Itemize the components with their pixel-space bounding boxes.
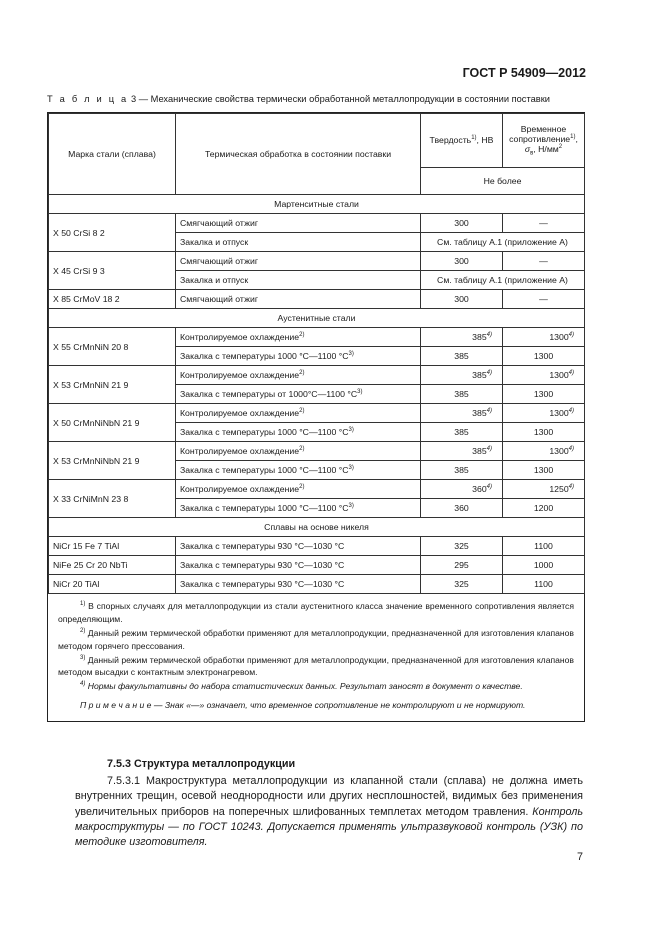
table-notes xyxy=(48,594,584,721)
footnote-2: $^{2)}$ Данный режим термической обработки применяют для металлопродукции, предназначенной для изготовления клапанов методом горячего прессования. xyxy=(58,627,574,651)
header-treatment: Термическая обработка в состоянии поставки xyxy=(176,114,421,195)
table-row: Закалка и отпуск См. таблицу А.1 (приложение А) xyxy=(49,233,585,252)
section-title: 7.5.3 Структура металлопродукции xyxy=(107,758,296,770)
table-row: Закалка с температуры 1000 °С—1100 $^\circ С^{3)}$ 385 1300 xyxy=(49,347,585,366)
section-martensitic: Мартенситные стали xyxy=(49,195,585,214)
table-row: X 50 CrMnNiNbN 21 9 Контролируемое охлаждение$^{2)}$ 385$^{4)}$ 1300$^{4)}$ xyxy=(49,404,585,423)
table-caption xyxy=(47,94,550,104)
header-hardness: Твердость$^{1)}$, НВ xyxy=(421,114,503,168)
header-strength: Временное сопротивление$^{1)}$, $\sigma_в$, $Н/мм^2$ xyxy=(503,114,585,168)
page-number: 7 xyxy=(576,851,583,863)
standard-number: ГОСТ Р 54909—2012 xyxy=(462,66,586,80)
section-austenitic: Аустенитные стали xyxy=(49,309,585,328)
table-row: Закалка с температуры 1000 °С—1100 $^\circ С^{3)}$ 360 1200 xyxy=(49,499,585,518)
caption-text: 3 — Механические свойства термически обработанной металлопродукции в состоянии поставки xyxy=(130,94,550,104)
table-row: X 85 CrMoV 18 2 Смягчающий отжиг 300 — xyxy=(49,290,585,309)
table-row: NiCr 15 Fe 7 TiAl Закалка с температуры 930 °С—1030 °С 325 1100 xyxy=(49,537,585,556)
table-row: Закалка и отпуск См. таблицу А.1 (приложение А) xyxy=(49,271,585,290)
table-row: NiCr 20 TiAl Закалка с температуры 930 °С—1030 °С 325 1100 xyxy=(49,575,585,594)
table-row: X 50 CrSi 8 2 Смягчающий отжиг 300 — xyxy=(49,214,585,233)
section-nickel: Сплавы на основе никеля xyxy=(49,518,585,537)
table-row: Закалка с температуры 1000 °С—1100 $^\circ С^{3)}$ 385 1300 xyxy=(49,461,585,480)
table-row: X 53 CrMnNiN 21 9 Контролируемое охлаждение$^{2)}$ 385$^{4)}$ 1300$^{4)}$ xyxy=(49,366,585,385)
footnote-4: $^{4)}$ Нормы факультативны до набора статистических данных. Результат заносят в документ о качестве. xyxy=(80,681,523,692)
footnote-3: $^{3)}$ Данный режим термической обработки применяют для металлопродукции, предназначенной для изготовления клапанов методом высадки с контактным электронагревом. xyxy=(58,654,574,678)
table-row: Закалка с температуры от 1000°С—1100 $^\circ С^{3)}$ 385 1300 xyxy=(49,385,585,404)
header-not-more: Не более xyxy=(421,167,585,194)
table-row: Закалка с температуры 1000 °С—1100 $^\circ С^{3)}$ 385 1300 xyxy=(49,423,585,442)
properties-table xyxy=(47,112,585,722)
table-remark: П р и м е ч а н и е — Знак «—» означает, что временное сопротивление не контролируют и не нормируют. xyxy=(80,700,526,711)
table-row: X 33 CrNiMnN 23 8 Контролируемое охлаждение$^{2)}$ 360$^{4)}$ 1250$^{4)}$ xyxy=(49,480,585,499)
header-grade: Марка стали (сплава) xyxy=(49,114,176,195)
footnote-1: $^{1)}$ В спорных случаях для металлопродукции из стали аустенитного класса значение временного сопротивления является определяющим. xyxy=(58,601,574,624)
section-paragraph: 7.5.3.1 Макроструктура металлопродукции из клапанной стали (сплава) не должна иметь внутренних трещин, осевой неоднородности или других несплошностей, видимых без применения увеличительных приборов на поперечных шлифованных темплетах методом травления. Контроль макроструктуры — по ГОСТ 10243. Допускается применять ультразвуковой контроль (УЗК) по методике изготовителя. xyxy=(75,775,584,849)
table-row: X 55 CrMnNiN 20 8 Контролируемое охлаждение$^{2)}$ 385$^{4)}$ 1300$^{4)}$ xyxy=(49,328,585,347)
caption-prefix: Т а б л и ц а xyxy=(47,94,129,104)
table-row: NiFe 25 Cr 20 NbTi Закалка с температуры 930 °С—1030 °С 295 1000 xyxy=(49,556,585,575)
table-row: X 45 CrSi 9 3 Смягчающий отжиг 300 — xyxy=(49,252,585,271)
table-row: X 53 CrMnNiNbN 21 9 Контролируемое охлаждение$^{2)}$ 385$^{4)}$ 1300$^{4)}$ xyxy=(49,442,585,461)
